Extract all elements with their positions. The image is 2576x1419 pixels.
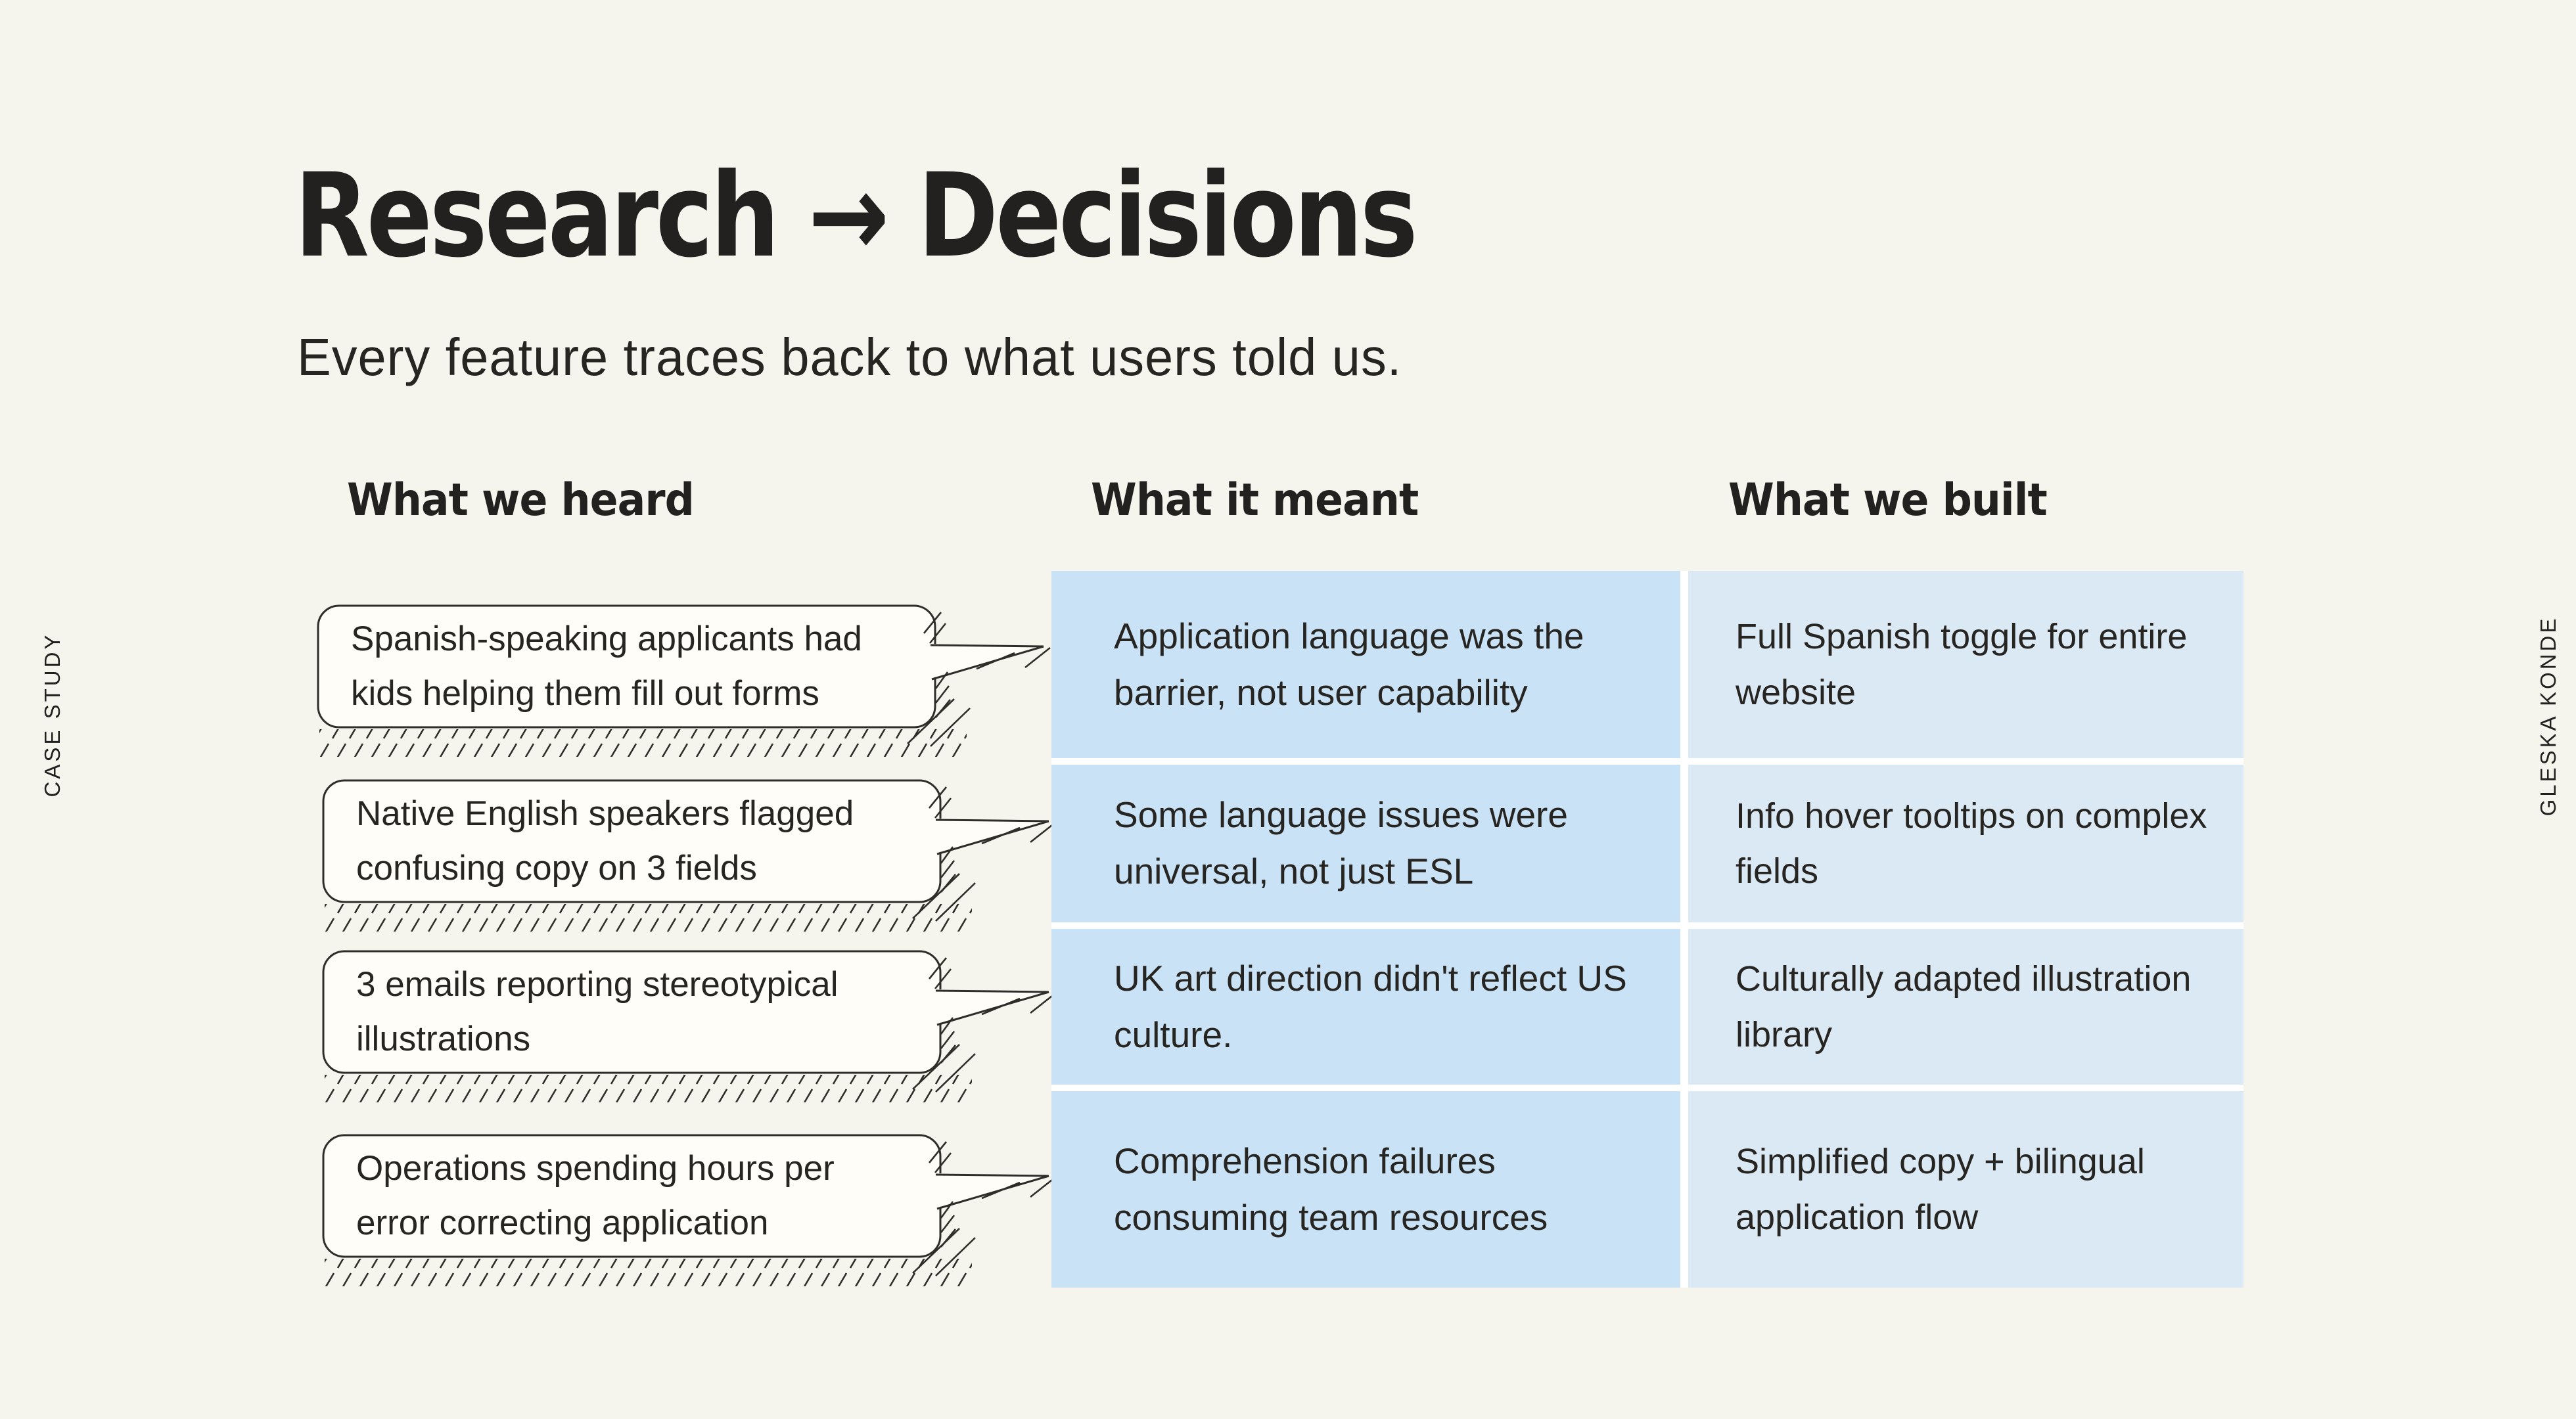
column-header-built: What we built (1728, 474, 2047, 526)
table-cell-text: Comprehension failures consuming team resources (1114, 1140, 1548, 1238)
table-cell-meant-1 (1051, 571, 1680, 758)
table-cell-text: UK art direction didn't reflect US culture. (1114, 957, 1627, 1055)
side-label-case-study: CASE STUDY (40, 632, 64, 798)
speech-bubble-text: 3 emails reporting stereotypical illustrations (356, 965, 839, 1058)
table-cell-meant-4 (1051, 1091, 1680, 1288)
table-cell-text: Info hover tooltips on complex fields (1736, 796, 2207, 891)
speech-bubble (319, 1131, 1059, 1295)
speech-bubble-text: Operations spending hours per error correcting application (356, 1149, 835, 1242)
speech-bubble-text: Spanish-speaking applicants had kids helping them fill out forms (351, 619, 862, 713)
decision-table (1051, 571, 2243, 1288)
table-cell-built-2 (1688, 765, 2243, 922)
table-cell-text: Culturally adapted illustration library (1736, 959, 2192, 1054)
subtitle: Every feature traces back to what users told us. (297, 328, 1402, 386)
column-header-meant: What it meant (1091, 474, 1419, 526)
table-cell-meant-3 (1051, 929, 1680, 1085)
table-cell-text: Full Spanish toggle for entire website (1736, 617, 2188, 712)
page-title: Research → Decisions (294, 148, 1415, 283)
speech-bubble (314, 602, 1053, 766)
speech-bubble (319, 947, 1059, 1112)
column-header-heard: What we heard (347, 474, 694, 526)
speech-bubble-text: Native English speakers flagged confusing copy on 3 fields (356, 794, 854, 888)
speech-bubble (319, 777, 1059, 941)
table-cell-meant-2 (1051, 765, 1680, 922)
table-cell-built-4 (1688, 1091, 2243, 1288)
table-cell-built-3 (1688, 929, 2243, 1085)
table-cell-text: Simplified copy + bilingual application flow (1736, 1142, 2145, 1237)
table-cell-built-1 (1688, 571, 2243, 758)
table-cell-text: Some language issues were universal, not just ESL (1114, 794, 1568, 891)
table-cell-text: Application language was the barrier, not user capability (1114, 615, 1584, 713)
side-label-author: GLESKA KONDE (2536, 616, 2560, 817)
